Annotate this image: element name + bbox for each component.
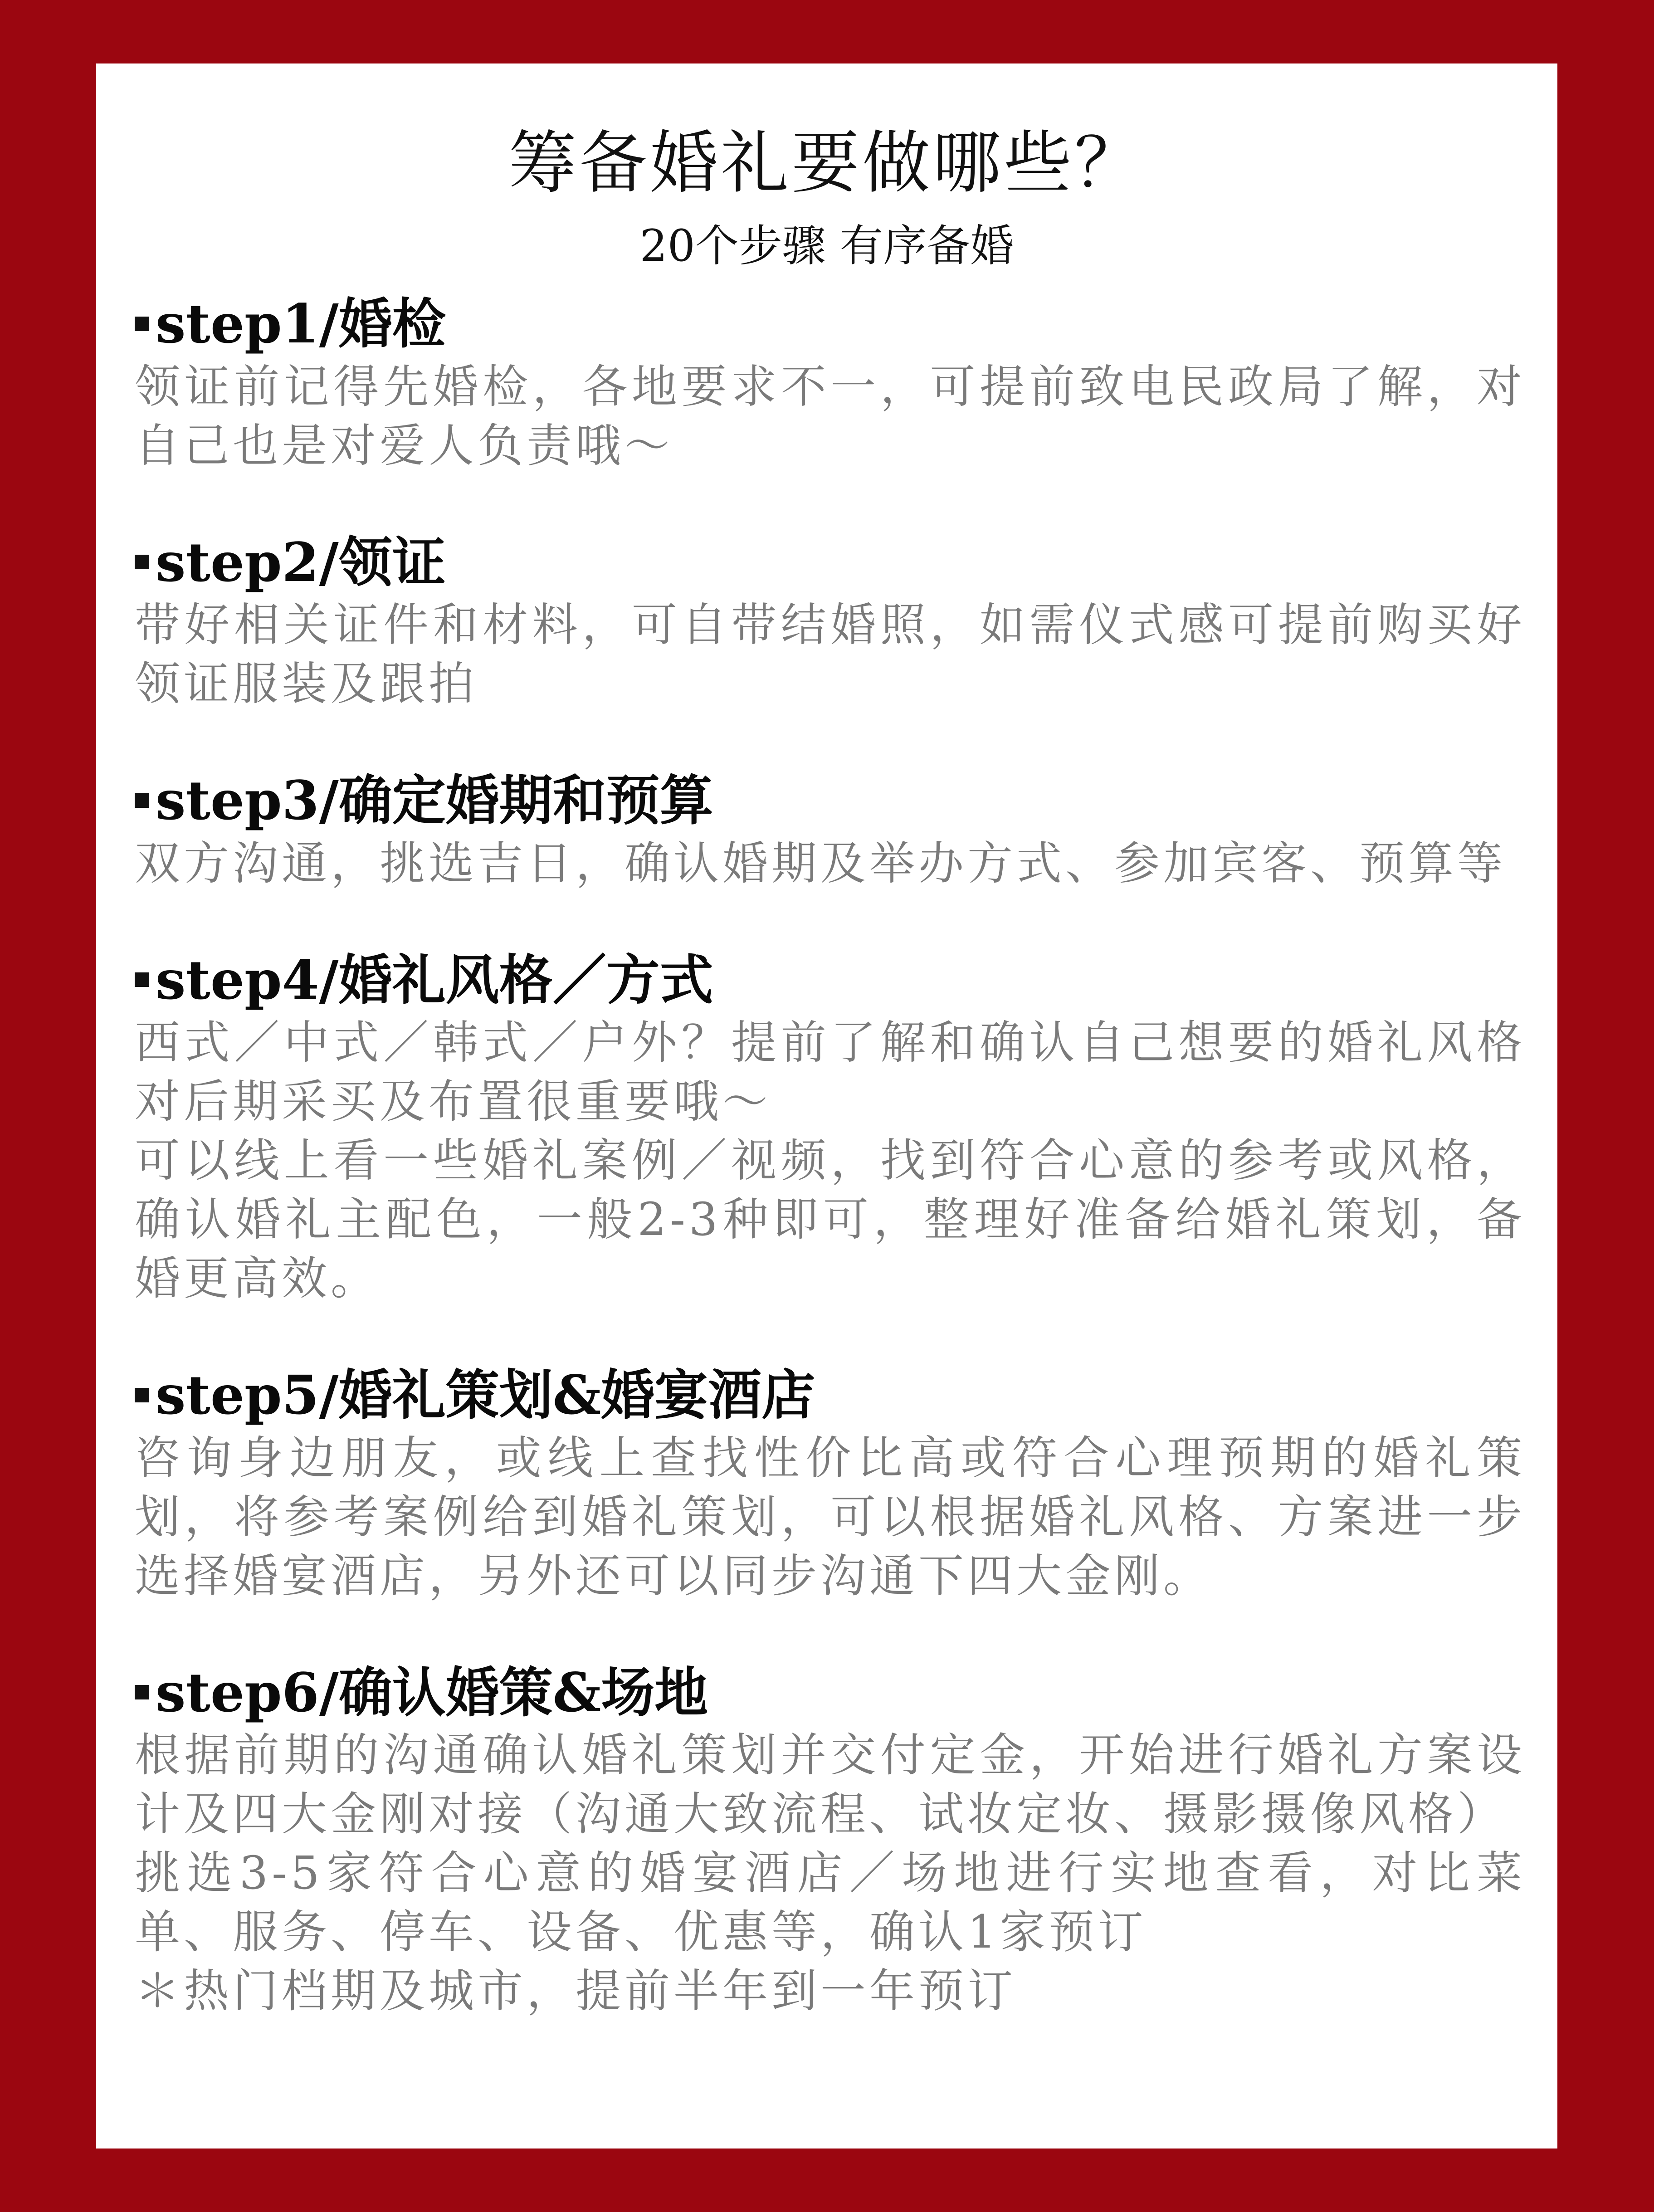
- step-title: step4/婚礼风格／方式: [156, 948, 713, 1011]
- square-bullet-icon: [135, 1685, 149, 1699]
- step-4: [135, 947, 1526, 1309]
- step-description: 西式／中式／韩式／户外？提前了解和确认自己想要的婚礼风格对后期采买及布置很重要哦～: [135, 1016, 1526, 1128]
- square-bullet-icon: [135, 317, 149, 331]
- step-description: 可以线上看一些婚礼案例／视频，找到符合心意的参考或风格，确认婚礼主配色，一般2-3种即可，整理好准备给婚礼策划，备婚更高效。: [135, 1134, 1526, 1305]
- step-description: 咨询身边朋友，或线上查找性价比高或符合心理预期的婚礼策划，将参考案例给到婚礼策划，可以根据婚礼风格、方案进一步选择婚宴酒店，另外还可以同步沟通下四大金刚。: [135, 1431, 1526, 1602]
- step-6: [135, 1659, 1526, 2021]
- step-description: 带好相关证件和材料，可自带结婚照，如需仪式感可提前购买好领证服装及跟拍: [135, 598, 1526, 710]
- step-description: 领证前记得先婚检，各地要求不一，可提前致电民政局了解，对自己也是对爱人负责哦～: [135, 360, 1526, 472]
- step-heading: [135, 529, 1526, 596]
- step-title: step6/确认婚策&场地: [156, 1660, 708, 1724]
- step-title: step5/婚礼策划&婚宴酒店: [156, 1363, 815, 1426]
- step-heading: [135, 290, 1526, 357]
- step-title: step2/领证: [156, 530, 446, 594]
- step-heading: [135, 1659, 1526, 1726]
- step-2: [135, 529, 1526, 714]
- step-title: step1/婚检: [156, 292, 446, 355]
- step-3: [135, 767, 1526, 893]
- square-bullet-icon: [135, 555, 149, 569]
- steps-list: [135, 290, 1526, 2074]
- step-note: ＊热门档期及城市，提前半年到一年预订: [135, 1964, 1016, 2017]
- step-description: 挑选3-5家符合心意的婚宴酒店／场地进行实地查看，对比菜单、服务、停车、设备、优惠等，确认1家预订: [135, 1846, 1526, 1958]
- square-bullet-icon: [135, 793, 149, 808]
- step-title: step3/确定婚期和预算: [156, 769, 713, 832]
- page-title: 筹备婚礼要做哪些？: [508, 124, 1145, 203]
- step-heading: [135, 767, 1526, 834]
- page-subtitle: 20个步骤 有序备婚: [639, 220, 1014, 271]
- step-description: 双方沟通，挑选吉日，确认婚期及举办方式、参加宾客、预算等: [135, 836, 1506, 890]
- square-bullet-icon: [135, 972, 149, 987]
- step-heading: [135, 947, 1526, 1014]
- content-card: [96, 63, 1557, 2149]
- step-5: [135, 1362, 1526, 1606]
- step-description: 根据前期的沟通确认婚礼策划并交付定金，开始进行婚礼方案设计及四大金刚对接（沟通大致流程、试妆定妆、摄影摄像风格）: [135, 1729, 1526, 1841]
- square-bullet-icon: [135, 1388, 149, 1402]
- step-heading: [135, 1362, 1526, 1429]
- step-1: [135, 290, 1526, 475]
